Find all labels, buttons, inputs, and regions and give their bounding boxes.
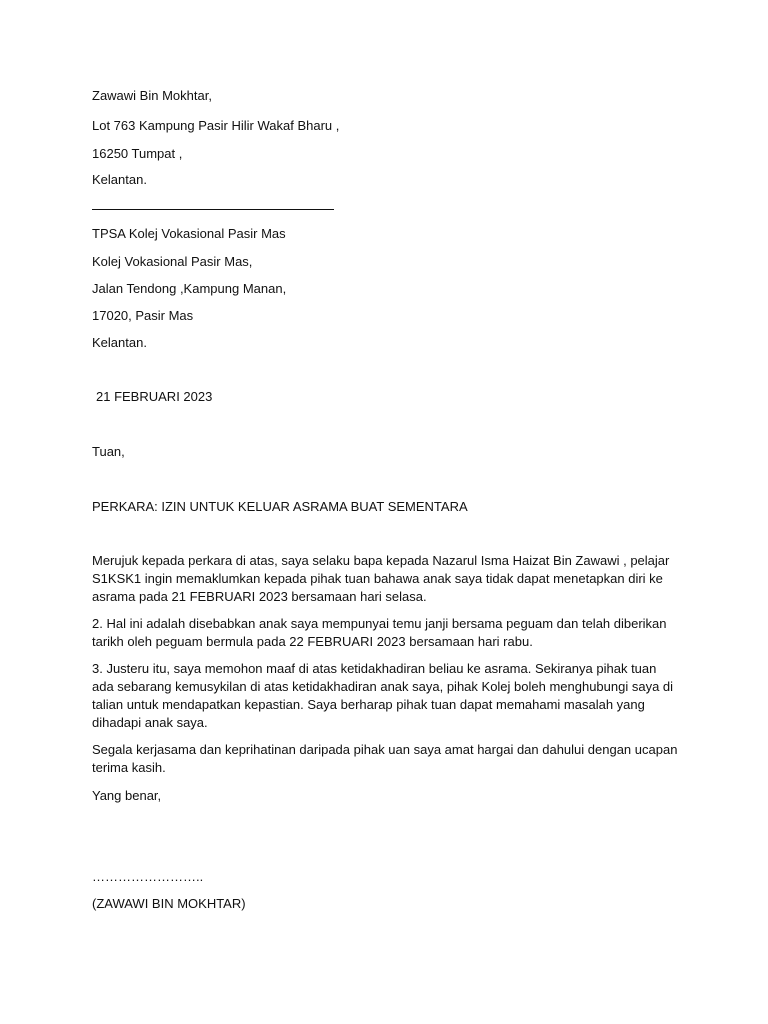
address-divider bbox=[92, 209, 334, 210]
body-paragraph-1 bbox=[92, 552, 682, 606]
body-paragraph-1-line: Merujuk kepada perkara di atas, saya selaku bapa kepada Nazarul Isma Haizat Bin Zawawi , pelajar bbox=[92, 553, 670, 568]
body-paragraph-2 bbox=[92, 615, 682, 651]
body-paragraph-4-line: terima kasih. bbox=[92, 760, 166, 775]
recipient-line5: Kelantan. bbox=[92, 335, 147, 350]
body-paragraph-2-line: tarikh oleh peguam bermula pada 22 FEBRUARI 2023 bersamaan hari rabu. bbox=[92, 634, 533, 649]
body-paragraph-1-line: S1KSK1 ingin memaklumkan kepada pihak tuan bahawa anak saya tidak dapat menetapkan diri ke bbox=[92, 571, 663, 586]
recipient-line4: 17020, Pasir Mas bbox=[92, 308, 194, 323]
body-paragraph-3 bbox=[92, 660, 682, 732]
subject-line: PERKARA: IZIN UNTUK KELUAR ASRAMA BUAT SEMENTARA bbox=[92, 499, 468, 514]
sender-address-line1: Lot 763 Kampung Pasir Hilir Wakaf Bharu , bbox=[92, 118, 340, 133]
signature-dots: …………………….. bbox=[92, 869, 204, 884]
sender-state: Kelantan. bbox=[92, 172, 147, 187]
recipient-line3: Jalan Tendong ,Kampung Manan, bbox=[92, 281, 287, 296]
closing: Yang benar, bbox=[92, 788, 162, 803]
body-paragraph-4-line: Segala kerjasama dan keprihatinan daripada pihak uan saya amat hargai dan dahului dengan ucapan bbox=[92, 742, 678, 757]
body-paragraph-3-line: 3. Justeru itu, saya memohon maaf di atas ketidakhadiran beliau ke asrama. Sekiranya pihak tuan bbox=[92, 661, 657, 676]
sender-address-line2: 16250 Tumpat , bbox=[92, 146, 183, 161]
signature-name: (ZAWAWI BIN MOKHTAR) bbox=[92, 896, 246, 911]
body-paragraph-3-line: ada sebarang kemusykilan di atas ketidakhadiran anak saya, pihak Kolej boleh menghubungi saya di bbox=[92, 679, 674, 694]
body-paragraph-1-line: asrama pada 21 FEBRUARI 2023 bersamaan hari selasa. bbox=[92, 589, 427, 604]
body-paragraph-2-line: 2. Hal ini adalah disebabkan anak saya mempunyai temu janji bersama peguam dan telah diberikan bbox=[92, 616, 667, 631]
body-paragraph-3-line: talian untuk mendapatkan kepastian. Saya berharap pihak tuan dapat memahami masalah yang bbox=[92, 697, 645, 712]
recipient-line1: TPSA Kolej Vokasional Pasir Mas bbox=[92, 226, 286, 241]
recipient-line2: Kolej Vokasional Pasir Mas, bbox=[92, 254, 253, 269]
letter-date: 21 FEBRUARI 2023 bbox=[96, 389, 213, 404]
salutation: Tuan, bbox=[92, 444, 125, 459]
body-paragraph-3-line: dihadapi anak saya. bbox=[92, 715, 208, 730]
body-paragraph-4 bbox=[92, 741, 682, 777]
sender-name: Zawawi Bin Mokhtar, bbox=[92, 88, 212, 103]
